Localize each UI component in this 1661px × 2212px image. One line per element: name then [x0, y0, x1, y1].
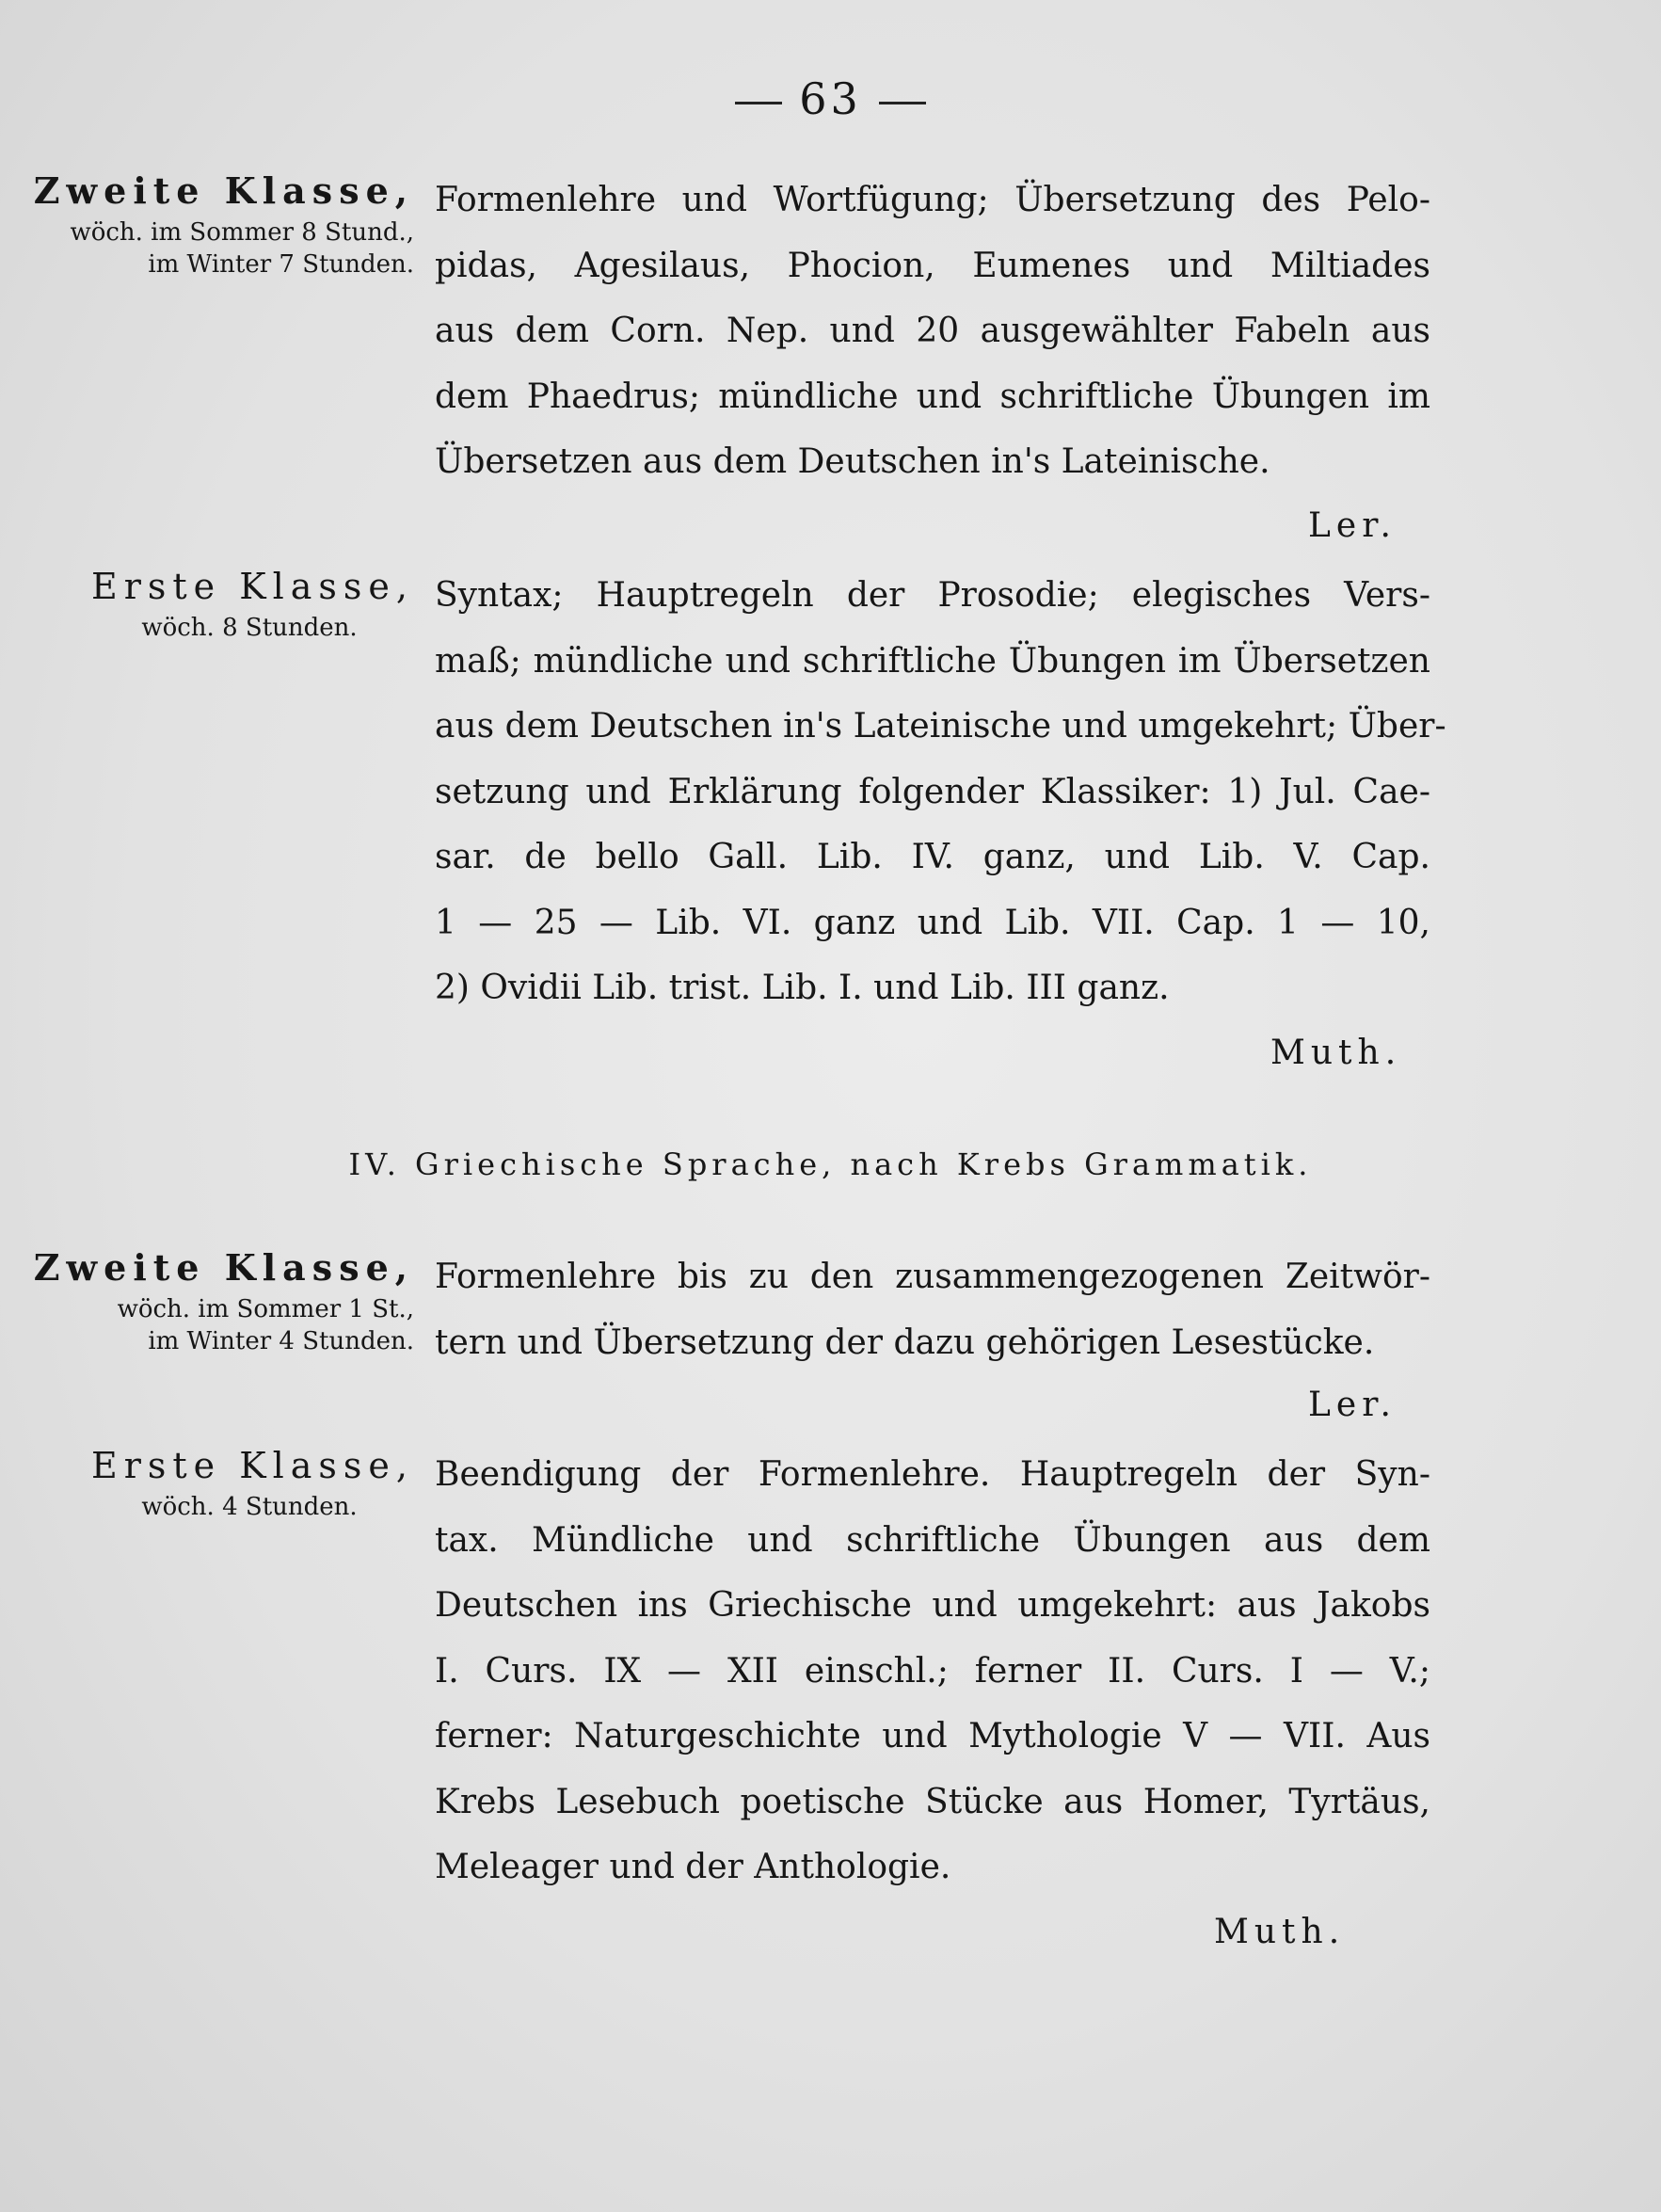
text-line: Formenlehre bis zu den zusammengezogenen Zeitwör-	[435, 1258, 1430, 1296]
text-line: tax. Mündliche und schriftliche Übungen aus dem	[435, 1520, 1430, 1560]
section-heading-greek: IV. Griechische Sprache, nach Krebs Grammatik.	[348, 1146, 1313, 1182]
hours-line: im Winter 7 Stunden.	[148, 250, 414, 279]
teacher-name: Muth.	[1270, 1034, 1402, 1072]
class-name: Zweite Klasse,	[33, 169, 414, 212]
text-line: dem Phaedrus; mündliche und schriftliche Übungen im	[435, 377, 1430, 416]
text-line: Krebs Lesebuch poetische Stücke aus Homer, Tyrtäus,	[435, 1782, 1430, 1821]
course-description	[435, 563, 1446, 1021]
text-line: tern und Übersetzung der dazu gehörigen Lesestücke.	[435, 1322, 1375, 1362]
dash-left	[735, 102, 782, 104]
hours-line: wöch. 4 Stunden.	[141, 1493, 358, 1521]
text-line: setzung und Erklärung folgender Klassiker: 1) Jul. Cae-	[435, 772, 1430, 811]
text-line: ferner: Naturgeschichte und Mythologie V — VII. Aus	[435, 1717, 1430, 1755]
text-line: Meleager und der Anthologie.	[435, 1848, 951, 1886]
text-line: pidas, Agesilaus, Phocion, Eumenes und Miltiades	[435, 246, 1430, 285]
hours-line: wöch. im Sommer 1 St.,	[117, 1295, 414, 1323]
teacher-name: Ler.	[1308, 506, 1397, 545]
text-line: 1 — 25 — Lib. VI. ganz und Lib. VII. Cap. 1 — 10,	[435, 903, 1430, 942]
course-description	[435, 1442, 1430, 1900]
text-line: sar. de bello Gall. Lib. IV. ganz, und Lib. V. Cap.	[435, 838, 1430, 876]
course-description	[435, 1244, 1430, 1375]
page-number: 63	[0, 73, 1661, 124]
text-line: aus dem Deutschen in's Lateinische und umgekehrt; Über-	[435, 707, 1446, 745]
class-label-block	[28, 168, 414, 279]
text-line: Übersetzen aus dem Deutschen in's Lateinische.	[435, 442, 1270, 481]
course-description	[435, 168, 1430, 495]
hours-line: im Winter 4 Stunden.	[148, 1327, 414, 1355]
text-line: I. Curs. IX — XII einschl.; ferner II. Curs. I — V.;	[435, 1651, 1430, 1691]
text-line: 2) Ovidii Lib. trist. Lib. I. und Lib. III ganz.	[435, 969, 1170, 1007]
text-line: aus dem Corn. Nep. und 20 ausgewählter Fabeln aus	[435, 312, 1430, 350]
dash-right	[879, 102, 926, 104]
teacher-name: Ler.	[1308, 1386, 1397, 1424]
class-label-block	[28, 563, 414, 642]
teacher-name: Muth.	[1214, 1913, 1346, 1951]
hours-line: wöch. 8 Stunden.	[141, 614, 358, 642]
text-line: maß; mündliche und schriftliche Übungen im Übersetzen	[435, 641, 1430, 681]
class-label-block	[28, 1442, 414, 1521]
text-line: Syntax; Hauptregeln der Prosodie; elegisches Vers-	[435, 576, 1430, 615]
text-line: Formenlehre und Wortfügung; Übersetzung des Pelo-	[435, 181, 1430, 219]
hours-line: wöch. im Sommer 8 Stund.,	[70, 218, 414, 247]
class-name: Erste Klasse,	[90, 1445, 414, 1486]
text-line: Deutschen ins Griechische und umgekehrt: aus Jakobs	[435, 1586, 1430, 1625]
text-line: Beendigung der Formenlehre. Hauptregeln der Syn-	[435, 1455, 1430, 1494]
class-name: Zweite Klasse,	[33, 1246, 414, 1289]
class-label-block	[28, 1244, 414, 1355]
class-name: Erste Klasse,	[90, 566, 414, 607]
